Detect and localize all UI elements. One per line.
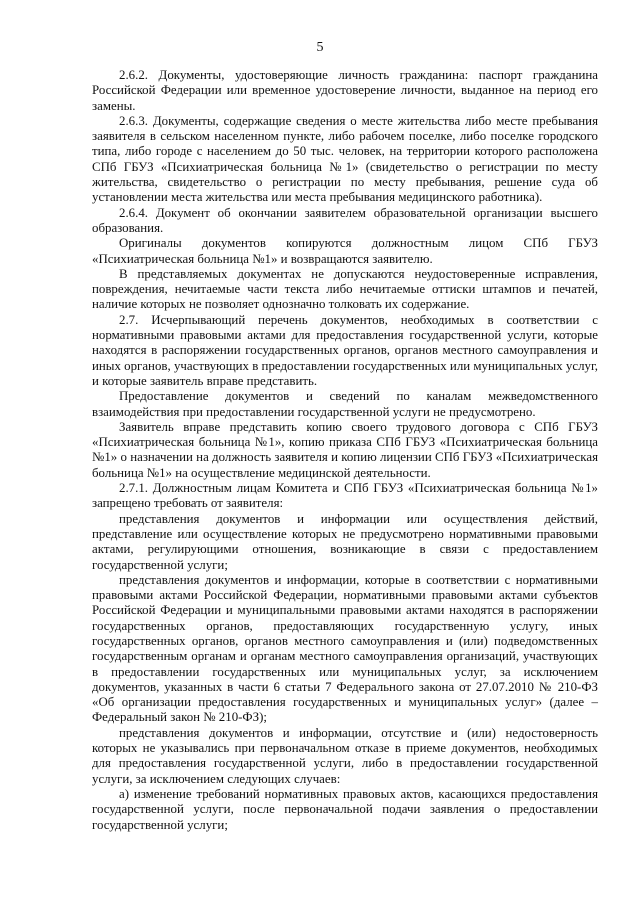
paragraph-2-6-3: 2.6.3. Документы, содержащие сведения о месте жительства либо месте пребывания заявителя в сельском населенном пункте, либо рабочем поселке, либо поселке городского типа, либо городе с населением до 50 тыс. человек, на территории которого расположена СПб ГБУЗ «Психиатрическая больница №1» (свидетельство о регистрации по месту жительства, свидетельство о регистрации по месту пребывания, решение суда об установлении места жительства или места пребывания медицинского работника).	[92, 113, 598, 205]
list-item-undisclosed: представления документов и информации, отсутствие и (или) недостоверность которых не указывались при первоначальном отказе в приеме документов, необходимых для предоставления государственной услуги, либо в предоставлении государственной услуги, за исключением следующих случаев:	[92, 725, 598, 786]
paragraph-2-7-1: 2.7.1. Должностным лицам Комитета и СПб ГБУЗ «Психиатрическая больница №1» запрещено требовать от заявителя:	[92, 481, 598, 511]
paragraph-2-7: 2.7. Исчерпывающий перечень документов, необходимых в соответствии с нормативными правовыми актами для предоставления государственной услуги, которые находятся в распоряжении государственных органов, органов местного самоуправления и иных органов, участвующих в предоставлении государственных или муниципальных услуг, и которые заявитель вправе представить.	[92, 312, 598, 388]
paragraph-corrections: В представляемых документах не допускаются неудостоверенные исправления, повреждения, нечитаемые части текста либо нечитаемые оттиски штампов и печатей, наличие которых не позволяет однозначно толковать их содержание.	[92, 266, 598, 312]
paragraph-interagency: Предоставление документов и сведений по каналам межведомственного взаимодействия при предоставлении государственной услуги не предусмотрено.	[92, 389, 598, 419]
paragraph-2-6-2: 2.6.2. Документы, удостоверяющие личность гражданина: паспорт гражданина Российской Федерации или временное удостоверение личности, выданное на период его замены.	[92, 68, 598, 113]
list-item-documents-held: представления документов и информации, которые в соответствии с нормативными правовыми актами Российской Федерации, нормативными правовыми актами субъектов Российской Федерации и муниципальными правовыми актами находятся в распоряжении государственных органов, предоставляющих государственную услугу, иных государственных органов, органов местного самоуправления и (или) подведомственных государственным органам и органам местного самоуправления организаций, участвующих в предоставлении государственных или муниципальных услуг, за исключением документов, указанных в части 6 статьи 7 Федерального закона от 27.07.2010 № 210-ФЗ «Об организации предоставления государственных и муниципальных услуг» (далее – Федеральный закон № 210-ФЗ);	[92, 572, 598, 725]
paragraph-2-6-4: 2.6.4. Документ об окончании заявителем образовательной организации высшего образования.	[92, 205, 598, 235]
paragraph-originals: Оригиналы документов копируются должностным лицом СПб ГБУЗ «Психиатрическая больница №1» и возвращаются заявителю.	[92, 236, 598, 266]
page-number: 5	[316, 40, 324, 55]
list-item-a: а) изменение требований нормативных правовых актов, касающихся предоставления государственной услуги, после первоначальной подачи заявления о предоставлении государственной услуги;	[92, 786, 598, 832]
paragraph-applicant-copies: Заявитель вправе представить копию своего трудового договора с СПб ГБУЗ «Психиатрическая больница №1», копию приказа СПб ГБУЗ «Психиатрическая больница №1» о назначении на должность заявителя и копию лицензии СПб ГБУЗ «Психиатрическая больница №1» на осуществление медицинской деятельности.	[92, 419, 598, 480]
list-item-actions: представления документов и информации или осуществления действий, представление или осуществление которых не предусмотрено нормативными правовыми актами, регулирующими отношения, возникающие в связи с предоставлением государственной услуги;	[92, 511, 598, 572]
document-body	[92, 68, 598, 833]
